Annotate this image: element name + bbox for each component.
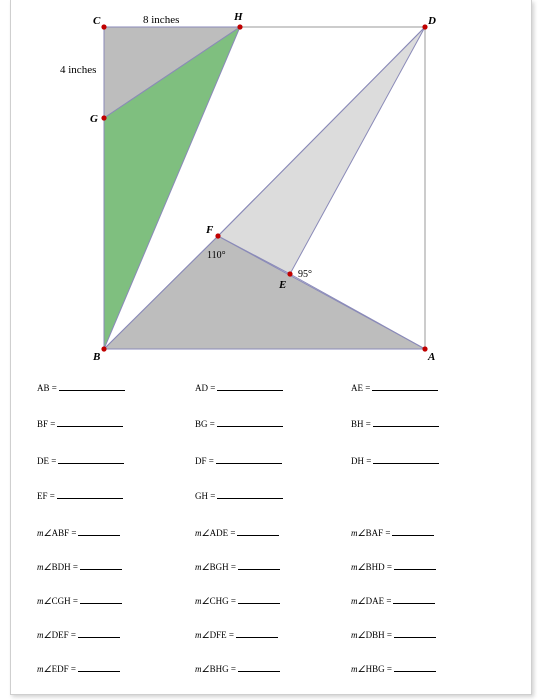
question-angle-CGH: m∠CGH = — [37, 595, 122, 607]
question-angle-BHG: m∠BHG = — [195, 663, 280, 675]
label-G: G — [90, 113, 98, 125]
answer-blank[interactable] — [217, 490, 283, 499]
answer-blank[interactable] — [394, 663, 436, 672]
point-F — [215, 233, 220, 238]
question-DH: DH = — [351, 455, 439, 467]
point-B — [101, 346, 106, 351]
answer-blank[interactable] — [394, 561, 436, 570]
measure-CH: 8 inches — [143, 14, 180, 26]
point-A — [422, 346, 427, 351]
point-E — [287, 271, 292, 276]
answer-blank[interactable] — [392, 527, 434, 536]
answer-blank[interactable] — [59, 382, 125, 391]
answer-blank[interactable] — [238, 663, 280, 672]
answer-blank[interactable] — [57, 418, 123, 427]
question-angle-DEF: m∠DEF = — [37, 629, 120, 641]
point-C — [101, 24, 106, 29]
worksheet-page — [10, 0, 532, 695]
question-angle-ADE: m∠ADE = — [195, 527, 279, 539]
answer-blank[interactable] — [217, 418, 283, 427]
label-E: E — [279, 279, 287, 291]
triangle-FDE — [218, 27, 425, 274]
answer-blank[interactable] — [78, 527, 120, 536]
point-G — [101, 115, 106, 120]
label-C: C — [93, 15, 101, 27]
question-GH: GH = — [195, 490, 283, 502]
point-D — [422, 24, 427, 29]
answer-blank[interactable] — [393, 595, 435, 604]
question-angle-BAF: m∠BAF = — [351, 527, 434, 539]
answer-blank[interactable] — [394, 629, 436, 638]
answer-blank[interactable] — [216, 455, 282, 464]
label-D: D — [428, 15, 436, 27]
question-BH: BH = — [351, 418, 439, 430]
question-angle-ABF: m∠ABF = — [37, 527, 120, 539]
question-angle-DBH: m∠DBH = — [351, 629, 436, 641]
answer-blank[interactable] — [217, 382, 283, 391]
question-BG: BG = — [195, 418, 283, 430]
label-H: H — [234, 11, 243, 23]
answer-blank[interactable] — [80, 595, 122, 604]
geometry-figure — [11, 0, 531, 380]
answer-blank[interactable] — [58, 455, 124, 464]
question-angle-CHG: m∠CHG = — [195, 595, 280, 607]
answer-blank[interactable] — [238, 561, 280, 570]
label-F: F — [206, 224, 214, 236]
question-angle-DAE: m∠DAE = — [351, 595, 435, 607]
angle-E-label: 95° — [298, 269, 312, 280]
question-DF: DF = — [195, 455, 282, 467]
question-angle-BGH: m∠BGH = — [195, 561, 280, 573]
answer-blank[interactable] — [372, 382, 438, 391]
question-DE: DE = — [37, 455, 124, 467]
question-BF: BF = — [37, 418, 123, 430]
question-EF: EF = — [37, 490, 123, 502]
question-angle-BDH: m∠BDH = — [37, 561, 122, 573]
answer-blank[interactable] — [373, 455, 439, 464]
question-AD: AD = — [195, 382, 283, 394]
question-angle-EDF: m∠EDF = — [37, 663, 120, 675]
answer-blank[interactable] — [78, 629, 120, 638]
question-angle-BHD: m∠BHD = — [351, 561, 436, 573]
question-angle-HBG: m∠HBG = — [351, 663, 436, 675]
question-AE: AE = — [351, 382, 438, 394]
answer-blank[interactable] — [238, 595, 280, 604]
answer-blank[interactable] — [373, 418, 439, 427]
measure-CG: 4 inches — [60, 64, 97, 76]
point-H — [237, 24, 242, 29]
answer-blank[interactable] — [78, 663, 120, 672]
answer-blank[interactable] — [237, 527, 279, 536]
angle-F-label: 110° — [207, 250, 226, 261]
label-A: A — [428, 351, 436, 363]
answer-blank[interactable] — [80, 561, 122, 570]
label-B: B — [93, 351, 101, 363]
question-angle-DFE: m∠DFE = — [195, 629, 278, 641]
answer-blank[interactable] — [57, 490, 123, 499]
question-AB: AB = — [37, 382, 125, 394]
answer-blank[interactable] — [236, 629, 278, 638]
